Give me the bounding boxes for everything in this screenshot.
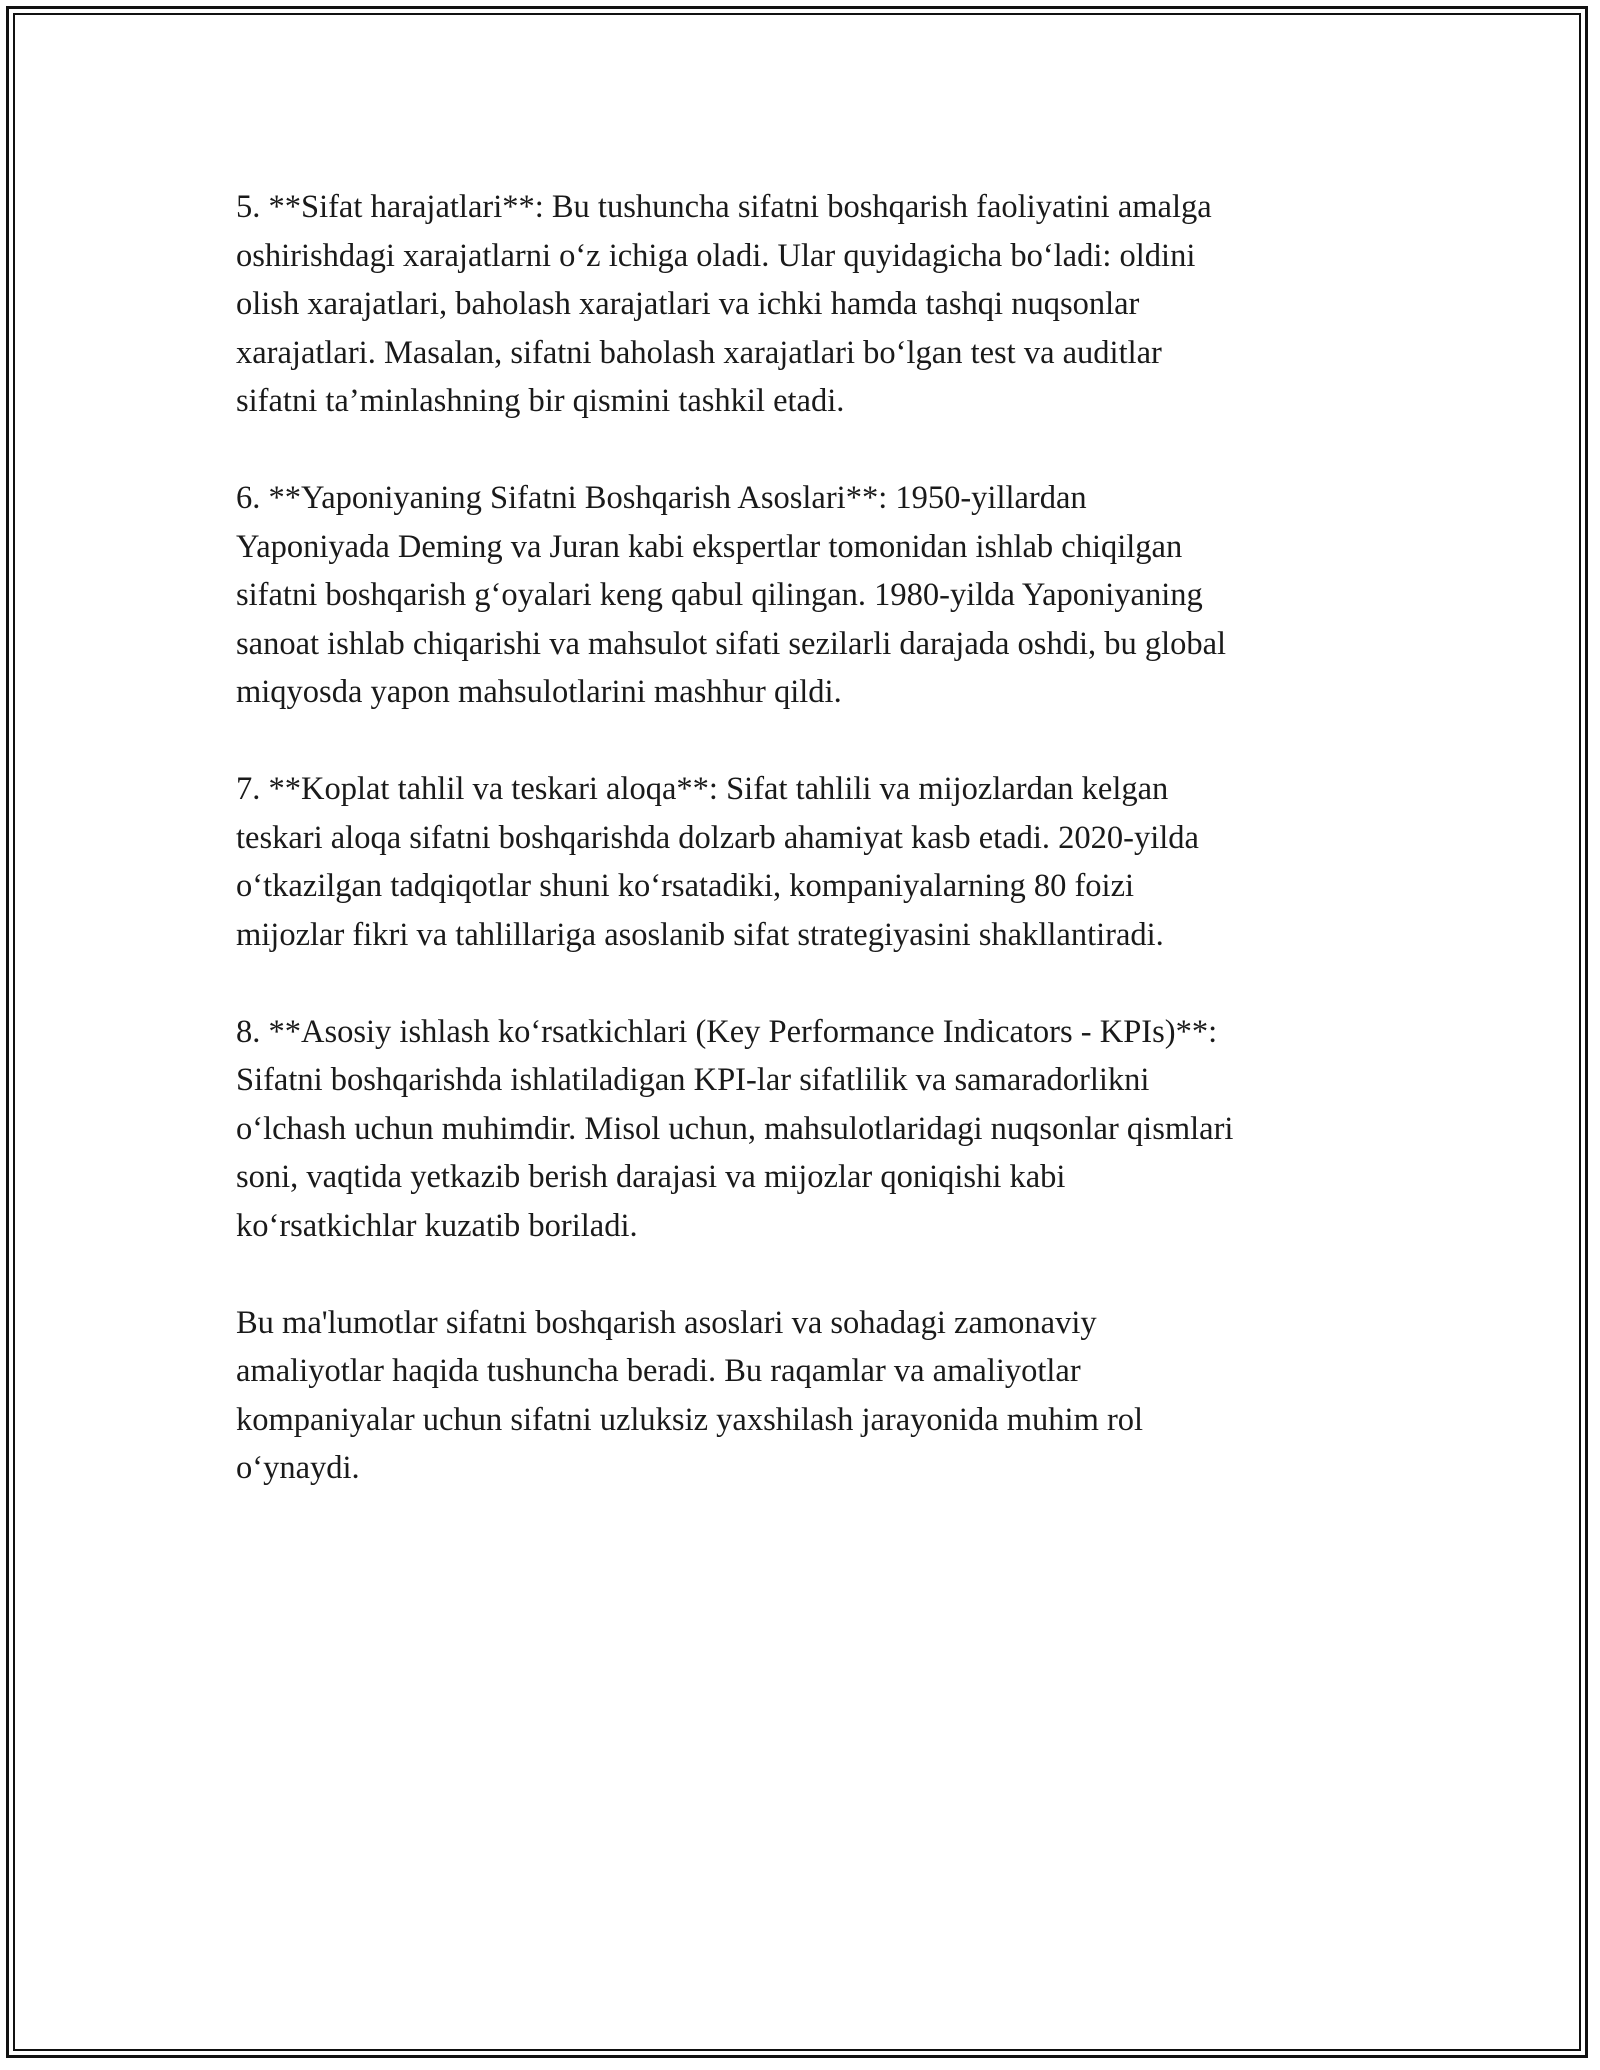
- document-body: [236, 183, 1376, 1541]
- paragraph-sifat-harajatlari: 5. **Sifat harajatlari**: Bu tushuncha sifatni boshqarish faoliyatini amalga oshirishdagi xarajatlarni o‘z ichiga oladi. Ular quyidagicha bo‘ladi: oldini olish xarajatlari, baholash xarajatlari va ichki hamda tashqi nuqsonlar xarajatlari. Masalan, sifatni baholash xarajatlari bo‘lgan test va auditlar sifatni ta’minlashning bir qismini tashkil etadi.: [236, 189, 1212, 419]
- paragraph-yaponiya-asoslari: 6. **Yaponiyaning Sifatni Boshqarish Asoslari**: 1950-yillardan Yaponiyada Deming va Juran kabi ekspertlar tomonidan ishlab chiqilgan sifatni boshqarish g‘oyalari keng qabul qilingan. 1980-yilda Yaponiyaning sanoat ishlab chiqarishi va mahsulot sifati sezilarli darajada oshdi, bu global miqyosda yapon mahsulotlarini mashhur qildi.: [236, 480, 1227, 710]
- paragraph-kpi: 8. **Asosiy ishlash ko‘rsatkichlari (Key Performance Indicators - KPIs)**: Sifatni boshqarishda ishlatiladigan KPI-lar sifatlilik va samaradorlikni o‘lchash uchun muhimdir. Misol uchun, mahsulotlaridagi nuqsonlar qismlari soni, vaqtida yetkazib berish darajasi va mijozlar qoniqishi kabi ko‘rsatkichlar kuzatib boriladi.: [236, 1013, 1234, 1244]
- paragraph-koplat-tahlil: 7. **Koplat tahlil va teskari aloqa**: Sifat tahlili va mijozlardan kelgan teskari aloqa sifatni boshqarishda dolzarb ahamiyat kasb etadi. 2020-yilda o‘tkazilgan tadqiqotlar shuni ko‘rsatadiki, kompaniyalarning 80 foizi mijozlar fikri va tahlillariga asoslanib sifat strategiyasini shakllantiradi.: [236, 771, 1199, 953]
- paragraph-conclusion: Bu ma'lumotlar sifatni boshqarish asoslari va sohadagi zamonaviy amaliyotlar haqida tushuncha beradi. Bu raqamlar va amaliyotlar kompaniyalar uchun sifatni uzluksiz yaxshilash jarayonida muhim rol o‘ynaydi.: [236, 1304, 1144, 1486]
